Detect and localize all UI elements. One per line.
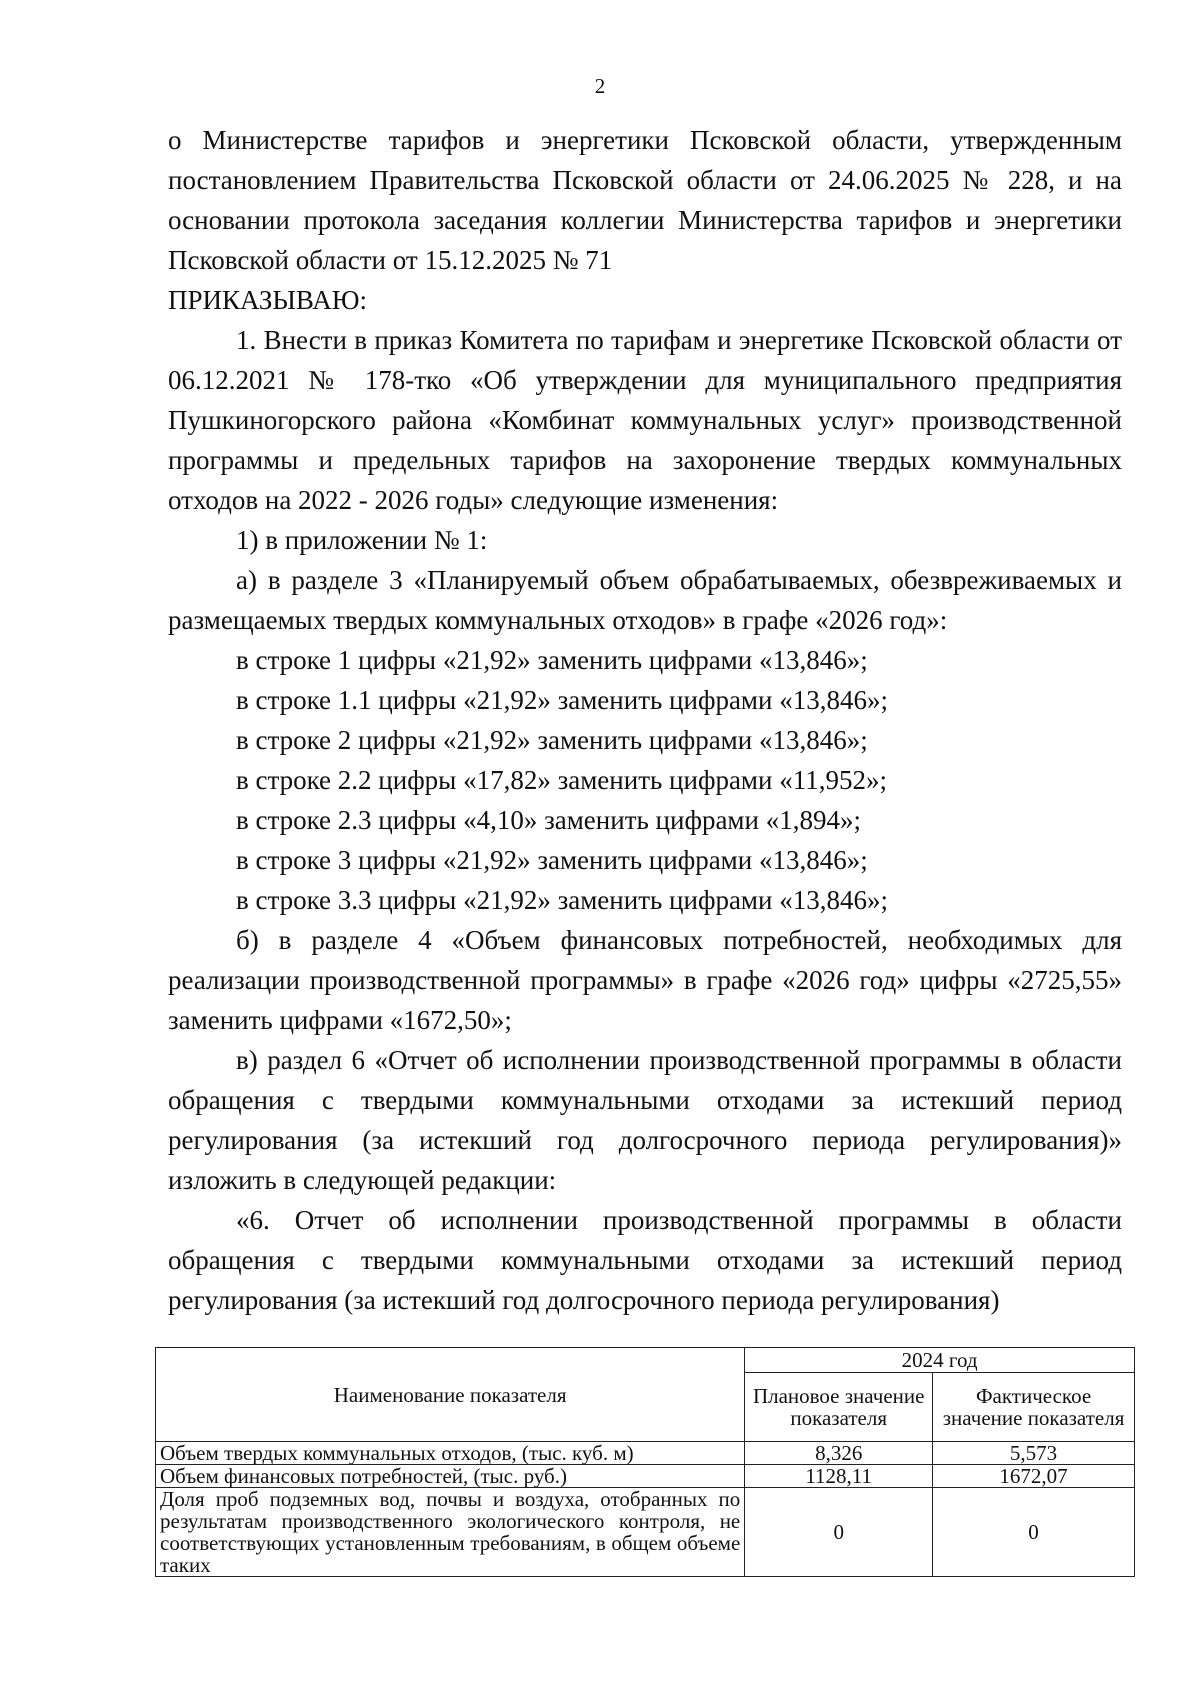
row-plan-value: 8,326	[745, 1442, 933, 1465]
paragraph-section-4: б) в разделе 4 «Объем финансовых потребностей, необходимых для реализации производственной программы» в графе «2026 год» цифры «2725,55» заменить цифрами «1672,50»;	[168, 925, 1122, 1035]
table-header-row	[156, 1348, 1135, 1373]
row-plan-value: 1128,11	[745, 1465, 933, 1488]
paragraph-preamble: о Министерстве тарифов и энергетики Псковской области, утвержденным постановлением Правительства Псковской области от 24.06.2025 № 228, и на основании протокола заседания коллегии Министерства тарифов и энергетики Псковской области от 15.12.2025 № 71	[168, 125, 1122, 275]
paragraph-row-1: в строке 1 цифры «21,92» заменить цифрами «13,846»;	[236, 645, 868, 675]
paragraph-order-heading: ПРИКАЗЫВАЮ:	[168, 285, 367, 315]
paragraph-row-2-3: в строке 2.3 цифры «4,10» заменить цифрами «1,894»;	[236, 805, 861, 835]
table-row	[156, 1488, 1135, 1577]
row-name: Доля проб подземных вод, почвы и воздуха, отобранных по результатам производственного экологического контроля, не соответствующих установленным требованиям, в общем объеме таких	[156, 1488, 745, 1577]
paragraph-section-6-title: «6. Отчет об исполнении производственной программы в области обращения с твердыми коммунальными отходами за истекший период регулирования (за истекший год долгосрочного периода регулирования)	[168, 1205, 1122, 1315]
document-body	[168, 120, 1122, 1320]
paragraph-row-1-1: в строке 1.1 цифры «21,92» заменить цифрами «13,846»;	[236, 685, 888, 715]
paragraph-row-2-2: в строке 2.2 цифры «17,82» заменить цифрами «11,952»;	[236, 765, 887, 795]
paragraph-row-3-3: в строке 3.3 цифры «21,92» заменить цифрами «13,846»;	[236, 885, 888, 915]
header-year: 2024 год	[745, 1348, 1135, 1373]
row-fact-value: 1672,07	[933, 1465, 1135, 1488]
paragraph-appendix-1: 1) в приложении № 1:	[236, 525, 488, 555]
row-name: Объем твердых коммунальных отходов, (тыс. куб. м)	[156, 1442, 745, 1465]
paragraph-row-3: в строке 3 цифры «21,92» заменить цифрами «13,846»;	[236, 845, 868, 875]
paragraph-section-3: а) в разделе 3 «Планируемый объем обрабатываемых, обезвреживаемых и размещаемых твердых коммунальных отходов» в графе «2026 год»:	[168, 565, 1122, 635]
page-number: 2	[594, 74, 606, 98]
row-fact-value: 5,573	[933, 1442, 1135, 1465]
header-planned-value: Плановое значение показателя	[745, 1373, 933, 1442]
row-plan-value: 0	[745, 1488, 933, 1577]
paragraph-section-6: в) раздел 6 «Отчет об исполнении производственной программы в области обращения с твердыми коммунальными отходами за истекший период регулирования (за истекший год долгосрочного периода регулирования)» изложить в следующей редакции:	[168, 1045, 1122, 1195]
report-table	[155, 1347, 1135, 1577]
table-row	[156, 1465, 1135, 1488]
row-fact-value: 0	[933, 1488, 1135, 1577]
row-name: Объем финансовых потребностей, (тыс. руб.)	[156, 1465, 745, 1488]
table-row	[156, 1442, 1135, 1465]
paragraph-item-1: 1. Внести в приказ Комитета по тарифам и энергетике Псковской области от 06.12.2021 № 178-тко «Об утверждении для муниципального предприятия Пушкиногорского района «Комбинат коммунальных услуг» производственной программы и предельных тарифов на захоронение твердых коммунальных отходов на 2022 - 2026 годы» следующие изменения:	[168, 325, 1122, 515]
paragraph-row-2: в строке 2 цифры «21,92» заменить цифрами «13,846»;	[236, 725, 868, 755]
header-indicator-name: Наименование показателя	[156, 1348, 745, 1442]
header-actual-value: Фактическое значение показателя	[933, 1373, 1135, 1442]
